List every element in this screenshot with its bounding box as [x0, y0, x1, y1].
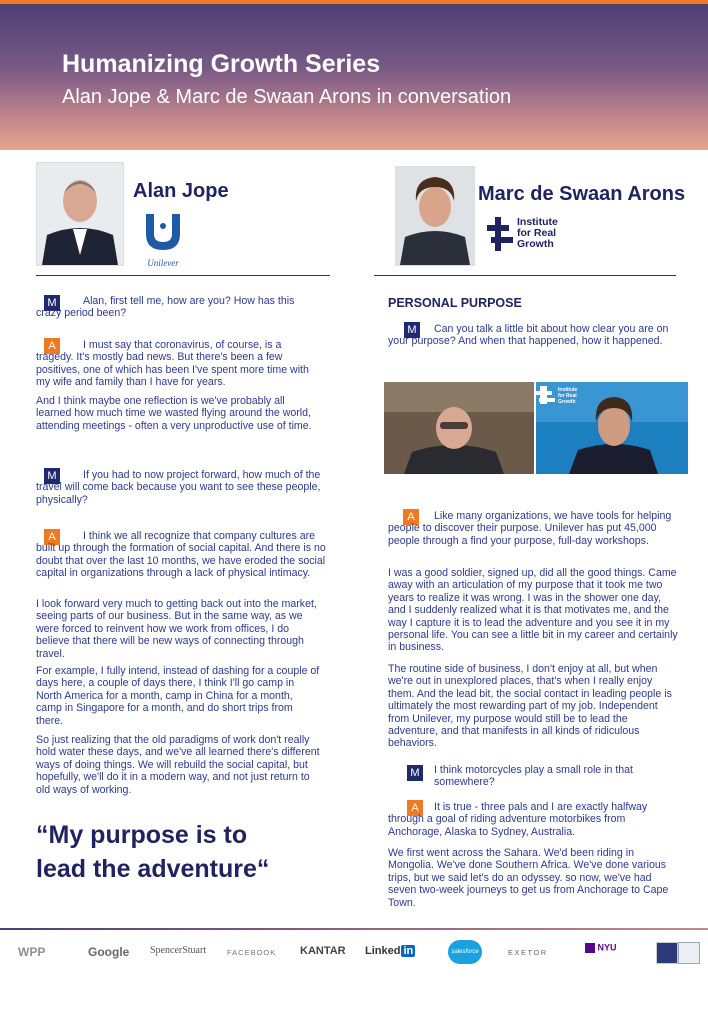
- pull-quote-line-1: “My purpose is to: [36, 821, 248, 849]
- m-badge: M: [404, 322, 420, 338]
- irg-line-2: for Real: [517, 227, 557, 239]
- salesforce-logo: [448, 940, 482, 964]
- marc-de-swaan-arons-photo: [395, 166, 475, 266]
- m-badge: M: [44, 295, 60, 311]
- right-question-1: Can you talk a little bit about how clear you are on your purpose? And when that happened, how it happened.: [388, 323, 669, 348]
- pull-quote-line-2: lead the adventure“: [36, 855, 270, 883]
- linkedin-wordmark: Linked: [365, 945, 401, 957]
- right-divider: [374, 275, 676, 276]
- a-badge: A: [407, 800, 423, 816]
- linkedin-in-badge: in: [403, 945, 414, 957]
- exetor-logo: EXETOR: [508, 948, 548, 957]
- irg-mark-icon: [487, 217, 513, 251]
- left-paragraph-3: For example, I fully intend, instead of dashing for a couple of days here, a couple of days there, I think I'll go camp in North America for a month, camp in China for a month, camp in Singapore for a month, and do short trips from there.: [36, 665, 320, 727]
- video-logo-line-3: Growth: [558, 399, 576, 405]
- left-answer-1: I must say that coronavirus, of course, is a tragedy. It's mostly bad news. But there's been a few positives, one of which has been I've spent more time with my wife and family than I have for years.: [36, 339, 309, 389]
- google-logo: Google: [88, 945, 130, 959]
- marc-de-swaan-arons-name: Marc de Swaan Arons: [478, 183, 686, 205]
- left-question-2: If you had to now project forward, how much of the travel will come back because you want to see these people, physically?: [36, 469, 321, 506]
- spencerstuart-logo: SpencerStuart: [150, 945, 207, 956]
- header-banner: [0, 4, 708, 150]
- nyu-torch-icon: [585, 943, 595, 953]
- video-logo-line-1: Institute: [558, 387, 578, 393]
- salesforce-wordmark: salesforce: [451, 949, 479, 955]
- alan-jope-name: Alan Jope: [133, 180, 229, 202]
- nyu-logo: [585, 942, 617, 953]
- right-paragraph-2: The routine side of business, I don't enjoy at all, but when we're out in unexplored places, that's when I really enjoy them. And the lead bit, the social contact in leading people is ultimately the most rewarding part of my job. Independent from Unilever, my purpose would still be to lead the adventure, and that manifests in all kinds of ridiculous behaviors.: [388, 663, 672, 750]
- right-paragraph-1: I was a good soldier, signed up, did all the good things. Came away with an articulation of my purpose that it took me two years to realize it was wrong. I was in the shower one day, and I suddenly realized what it is that motivates me, and the way I capture it is to lead the adventure and you see it in my personal life. You can see a little bit in my career and certainly in business.: [388, 567, 678, 654]
- unilever-wordmark: Unilever: [147, 258, 179, 268]
- linkedin-logo: [365, 945, 415, 957]
- video-call-image: [384, 382, 688, 474]
- section-heading: PERSONAL PURPOSE: [388, 296, 522, 310]
- right-answer-1: Like many organizations, we have tools for helping people to discover their purpose. Unilever has put 45,000 people through a find your purpose, full-day workshops.: [388, 510, 672, 547]
- left-question-1: Alan, first tell me, how are you? How has this crazy period been?: [36, 295, 295, 320]
- video-logo-line-2: for Real: [558, 393, 577, 399]
- a-badge: A: [44, 529, 60, 545]
- left-paragraph-1: And I think maybe one reflection is we've probably all learned how much time we wasted flying around the world, attending meetings - often a very unproductive use of time.: [36, 395, 312, 432]
- institute-for-real-growth-logo: [487, 217, 577, 253]
- unilever-logo: [140, 212, 186, 268]
- facebook-logo: FACEBOOK: [227, 948, 277, 957]
- left-paragraph-2: I look forward very much to getting back out into the market, seeing parts of our business. But in the same way, as we were forced to reinvent how we work from offices, I do believe that there will be new ways of connecting through travel.: [36, 598, 317, 660]
- pull-quote: [36, 818, 269, 886]
- kantar-logo: KANTAR: [300, 945, 346, 957]
- right-question-2: I think motorcycles play a small role in that somewhere?: [434, 764, 634, 789]
- footer-divider: [0, 928, 708, 930]
- irg-line-1: Institute: [517, 216, 558, 228]
- a-badge: A: [403, 509, 419, 525]
- nyu-wordmark: NYU: [597, 942, 617, 953]
- m-badge: M: [44, 468, 60, 484]
- unilever-u-icon: [140, 212, 186, 252]
- series-title: Humanizing Growth Series: [62, 50, 381, 78]
- series-subtitle: Alan Jope & Marc de Swaan Arons in conversation: [62, 86, 512, 108]
- alan-jope-photo: [36, 162, 124, 266]
- left-paragraph-4: So just realizing that the old paradigms of work don't really hold water these days, and we've all learned there's different ways of doing things. We will rebuild the social capital, but hopefully, we'll do it in a modern way, and not just return to old ways of working.: [36, 734, 320, 796]
- partner-crest-logo: [656, 942, 678, 964]
- irg-line-3: Growth: [517, 238, 554, 250]
- m-badge: M: [407, 765, 423, 781]
- left-divider: [36, 275, 330, 276]
- left-answer-2: I think we all recognize that company cultures are built up through the formation of social capital. And there is no doubt that over the last 10 months, we have eroded the social capital in organizations through a lack of physical intimacy.: [36, 530, 326, 580]
- partner-seal-logo: [678, 942, 700, 964]
- wpp-logo: WPP: [18, 945, 46, 959]
- a-badge: A: [44, 338, 60, 354]
- right-answer-2: It is true - three pals and I are exactly halfway through a goal of riding adventure motorbikes from Anchorage, Alaska to Sydney, Australia.: [388, 801, 648, 838]
- right-paragraph-3: We first went across the Sahara. We'd been riding in Mongolia. We've done Southern Africa. We've done various trips, but we said let's do an odyssey. so now, we've had seven two-week journeys to get us from Anchorage to Cape Town.: [388, 847, 669, 909]
